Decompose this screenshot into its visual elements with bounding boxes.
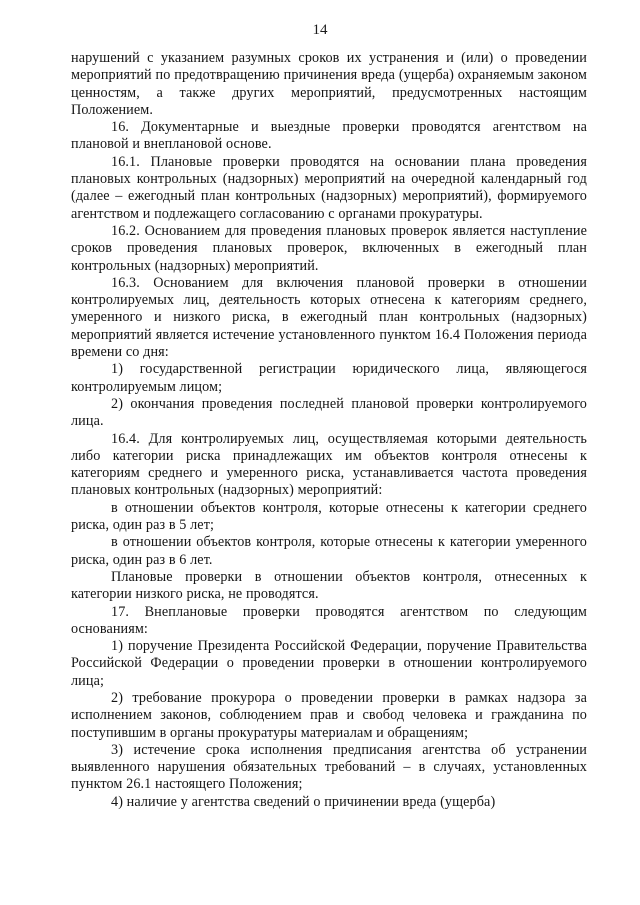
paragraph-16-3: 16.3. Основанием для включения плановой проверки в отношении контролируемых лиц, деятельность которых отнесена к категориям среднего, умеренного и низкого риска, в ежегодный план контрольных (надзорных) мероприятий является истечение установленного пунктом 16.4 Положения периода времени со дня: (71, 274, 587, 361)
page-number: 14 (312, 22, 328, 38)
list-item-16-3-1: 1) государственной регистрации юридического лица, являющегося контролируемым лицом; (71, 361, 587, 395)
paragraph-16-1: 16.1. Плановые проверки проводятся на основании плана проведения плановых контрольных (надзорных) мероприятий на очередной календарный год (далее – ежегодный план контрольных (надзорных) мероприятий), формируемого агентством и подлежащего согласованию с органами прокуратуры. (71, 153, 587, 222)
list-item-17-4: 4) наличие у агентства сведений о причинении вреда (ущерба) (111, 793, 496, 810)
list-item-medium-risk: в отношении объектов контроля, которые отнесены к категории среднего риска, один раз в 5 лет; (71, 499, 587, 534)
paragraph-low-risk: Плановые проверки в отношении объектов контроля, отнесенных к категории низкого риска, не проводятся. (71, 568, 587, 603)
paragraph-16-2: 16.2. Основанием для проведения плановых проверок является наступление сроков проведения плановых проверок, включенных в ежегодный план контрольных (надзорных) мероприятий. (71, 222, 587, 274)
document-body (71, 50, 587, 811)
list-item-17-2: 2) требование прокурора о проведении проверки в рамках надзора за исполнением законов, соблюдением прав и свобод человека и гражданина по поступившим в органы прокуратуры материалам и обращениям; (71, 689, 587, 741)
list-item-16-3-2: 2) окончания проведения последней плановой проверки контролируемого лица. (71, 395, 587, 430)
paragraph-16-4: 16.4. Для контролируемых лиц, осуществляемая которыми деятельность либо категории риска принадлежащих им объектов контроля отнесены к категориям среднего и умеренного риска, устанавливается частота проведения плановых контрольных (надзорных) мероприятий: (71, 430, 587, 499)
paragraph-continuation: нарушений с указанием разумных сроков их устранения и (или) о проведении мероприятий по предотвращению причинения вреда (ущерба) охраняемым законом ценностям, а также других мероприятий, предусмотренных настоящим Положением. (71, 50, 587, 118)
list-item-moderate-risk: в отношении объектов контроля, которые отнесены к категории умеренного риска, один раз в 6 лет. (71, 534, 587, 568)
list-item-17-3: 3) истечение срока исполнения предписания агентства об устранении выявленного нарушения обязательных требований – в случаях, установленных пунктом 26.1 настоящего Положения; (71, 741, 587, 793)
paragraph-17: 17. Внеплановые проверки проводятся агентством по следующим основаниям: (71, 603, 587, 637)
paragraph-16: 16. Документарные и выездные проверки проводятся агентством на плановой и внеплановой основе. (71, 119, 587, 153)
list-item-17-1: 1) поручение Президента Российской Федерации, поручение Правительства Российской Федерации о проведении проверки в отношении контролируемого лица; (71, 638, 587, 689)
